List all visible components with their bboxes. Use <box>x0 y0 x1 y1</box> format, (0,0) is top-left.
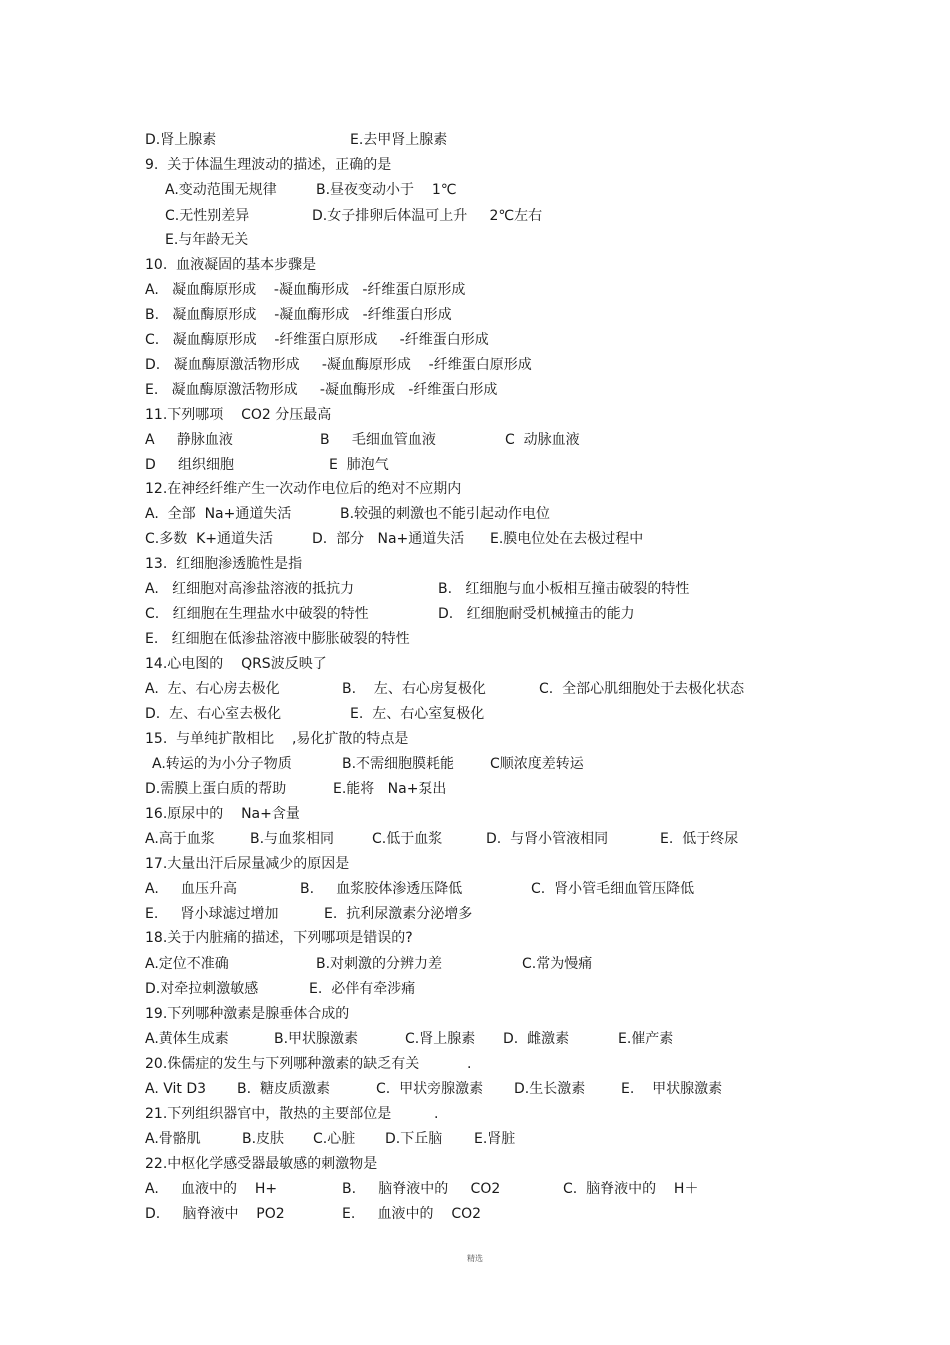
line-text: 10. 血液凝固的基本步骤是 <box>145 257 317 273</box>
option-text: B.不需细胞膜耗能 <box>342 756 455 772</box>
line-text: 19.下列哪种激素是腺垂体合成的 <box>145 1006 350 1022</box>
option-text: B. 血浆胶体渗透压降低 <box>300 881 463 897</box>
option-text: A 静脉血液 <box>145 432 233 448</box>
option-text: C. 甲状旁腺激素 <box>376 1081 484 1097</box>
line-text: D. 凝血酶原激活物形成 -凝血酶原形成 -纤维蛋白原形成 <box>145 357 532 373</box>
option-text: B. 脑脊液中的 CO2 <box>342 1181 501 1197</box>
option-text: E. 抗利尿激素分泌增多 <box>324 906 473 922</box>
option-text: A.黄体生成素 <box>145 1031 229 1047</box>
option-text: D.肾上腺素 <box>145 132 217 148</box>
line-text: E. 凝血酶原激活物形成 -凝血酶形成 -纤维蛋白形成 <box>145 382 498 398</box>
line-text: 9. 关于体温生理波动的描述，正确的是 <box>145 157 392 173</box>
option-text: 21.下列组织器官中，散热的主要部位是 <box>145 1106 392 1122</box>
option-text: A. Vit D3 <box>145 1081 207 1097</box>
line-text: E.与年龄无关 <box>165 232 249 248</box>
line-text: 15. 与单纯扩散相比 ,易化扩散的特点是 <box>145 731 409 747</box>
line-text: E. 红细胞在低渗盐溶液中膨胀破裂的特性 <box>145 631 410 647</box>
option-text: E. 甲状腺激素 <box>621 1081 723 1097</box>
option-text: D. 雌激素 <box>503 1031 570 1047</box>
option-text: C. 肾小管毛细血管压降低 <box>531 881 695 897</box>
option-text: D. 红细胞耐受机械撞击的能力 <box>438 606 635 622</box>
option-text: . <box>467 1056 472 1072</box>
option-text: C.心脏 <box>313 1131 356 1147</box>
option-text: B 毛细血管血液 <box>320 432 436 448</box>
option-text: E. 肾小球滤过增加 <box>145 906 279 922</box>
option-text: D. 脑脊液中 PO2 <box>145 1206 285 1222</box>
option-text: . <box>434 1106 439 1122</box>
option-text: D. 部分 Na+通道失活 <box>312 531 465 547</box>
line-text: 13. 红细胞渗透脆性是指 <box>145 556 303 572</box>
line-text: 18.关于内脏痛的描述，下列哪项是错误的? <box>145 930 413 946</box>
option-text: C.常为慢痛 <box>522 956 593 972</box>
option-text: B.皮肤 <box>242 1131 285 1147</box>
option-text: A. 血压升高 <box>145 881 238 897</box>
option-text: D.下丘脑 <box>385 1131 443 1147</box>
option-text: B. 左、右心房复极化 <box>342 681 486 697</box>
option-text: B. 红细胞与血小板相互撞击破裂的特性 <box>438 581 690 597</box>
option-text: C. 脑脊液中的 H＋ <box>563 1181 699 1197</box>
option-text: A.转运的为小分子物质 <box>152 756 292 772</box>
line-text: 16.原尿中的 Na+含量 <box>145 806 300 822</box>
option-text: C. 红细胞在生理盐水中破裂的特性 <box>145 606 369 622</box>
option-text: C.多数 K+通道失活 <box>145 531 274 547</box>
option-text: B.甲状腺激素 <box>274 1031 359 1047</box>
option-text: A.变动范围无规律 <box>165 182 277 198</box>
option-text: D.需膜上蛋白质的帮助 <box>145 781 287 797</box>
option-text: E.去甲肾上腺素 <box>350 132 448 148</box>
option-text: C 动脉血液 <box>505 432 580 448</box>
option-text: C.肾上腺素 <box>405 1031 476 1047</box>
option-text: B. 糖皮质激素 <box>237 1081 330 1097</box>
option-text: B.对刺激的分辨力差 <box>316 956 443 972</box>
option-text: E. 血液中的 CO2 <box>342 1206 482 1222</box>
option-text: E. 左、右心室复极化 <box>350 706 485 722</box>
line-text: B. 凝血酶原形成 -凝血酶形成 -纤维蛋白形成 <box>145 307 452 323</box>
option-text: E.能将 Na+泵出 <box>333 781 447 797</box>
option-text: D. 左、右心室去极化 <box>145 706 282 722</box>
option-text: D. 与肾小管液相同 <box>486 831 609 847</box>
option-text: C顺浓度差转运 <box>490 756 584 772</box>
line-text: A. 凝血酶原形成 -凝血酶形成 -纤维蛋白原形成 <box>145 282 466 298</box>
option-text: C.低于血浆 <box>372 831 443 847</box>
option-text: A.定位不准确 <box>145 956 229 972</box>
line-text: 17.大量出汗后尿量减少的原因是 <box>145 856 350 872</box>
option-text: A.骨骼肌 <box>145 1131 201 1147</box>
option-text: B.较强的刺激也不能引起动作电位 <box>340 506 551 522</box>
line-text: 22.中枢化学感受器最敏感的刺激物是 <box>145 1156 378 1172</box>
option-text: 20.侏儒症的发生与下列哪种激素的缺乏有关 <box>145 1056 420 1072</box>
option-text: B.与血浆相同 <box>250 831 335 847</box>
line-text: 12.在神经纤维产生一次动作电位后的绝对不应期内 <box>145 481 462 497</box>
option-text: E 肺泡气 <box>329 457 389 473</box>
page-footer: 精选 <box>467 1254 483 1263</box>
option-text: D 组织细胞 <box>145 457 235 473</box>
option-text: A. 红细胞对高渗盐溶液的抵抗力 <box>145 581 355 597</box>
option-text: D.生长激素 <box>514 1081 586 1097</box>
option-text: A. 左、右心房去极化 <box>145 681 280 697</box>
option-text: E.膜电位处在去极过程中 <box>490 531 644 547</box>
line-text: 14.心电图的 QRS波反映了 <box>145 656 327 672</box>
line-text: C. 凝血酶原形成 -纤维蛋白原形成 -纤维蛋白形成 <box>145 332 489 348</box>
option-text: E.肾脏 <box>474 1131 516 1147</box>
option-text: D.对牵拉刺激敏感 <box>145 981 259 997</box>
option-text: A.高于血浆 <box>145 831 215 847</box>
option-text: E.催产素 <box>618 1031 674 1047</box>
option-text: E. 低于终尿 <box>660 831 739 847</box>
option-text: C. 全部心肌细胞处于去极化状态 <box>539 681 745 697</box>
option-text: E. 必伴有牵涉痛 <box>309 981 416 997</box>
line-text: 11.下列哪项 CO2 分压最高 <box>145 407 332 423</box>
option-text: A. 全部 Na+通道失活 <box>145 506 292 522</box>
option-text: B.昼夜变动小于 1℃ <box>316 182 457 198</box>
option-text: A. 血液中的 H+ <box>145 1181 278 1197</box>
option-text: D.女子排卵后体温可上升 2℃左右 <box>312 208 543 224</box>
option-text: C.无性别差异 <box>165 208 250 224</box>
